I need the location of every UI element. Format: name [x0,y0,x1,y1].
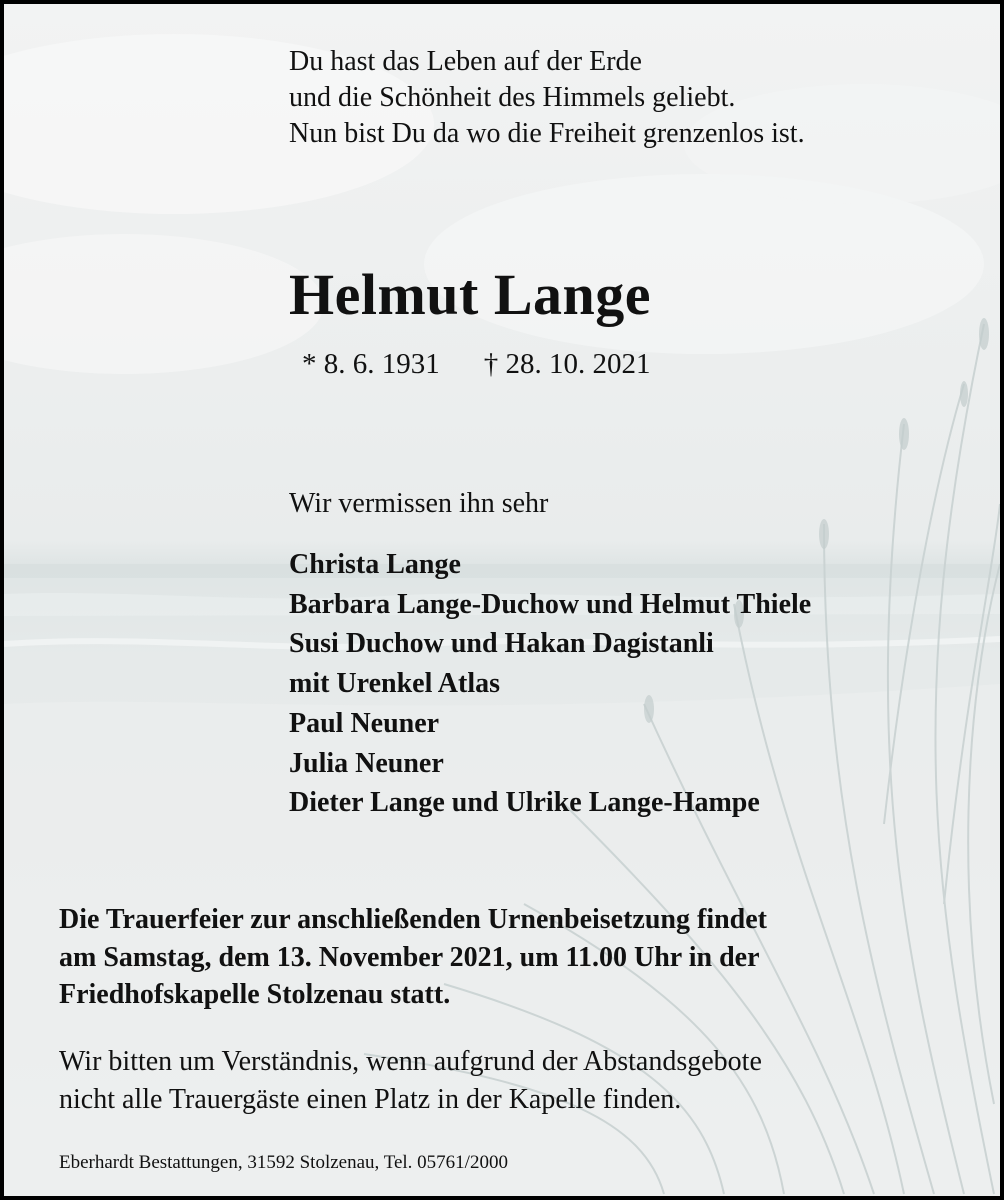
mourners-list [289,545,811,823]
request-line: nicht alle Trauergäste einen Platz in der Kapelle finden. [59,1083,682,1115]
mourner-name: Dieter Lange und Ulrike Lange-Hampe [289,787,760,819]
death-date: † 28. 10. 2021 [483,348,651,380]
life-dates [302,346,651,382]
undertaker-info: Eberhardt Bestattungen, 31592 Stolzenau, Tel. 05761/2000 [59,1152,508,1173]
memorial-poem [289,44,805,152]
request-line: Wir bitten um Verständnis, wenn aufgrund der Abstandsgebote [59,1046,762,1077]
funeral-announcement [59,901,767,1014]
funeral-line: am Samstag, dem 13. November 2021, um 11.00 Uhr in der [59,941,760,973]
funeral-line: Friedhofskapelle Stolzenau statt. [59,979,451,1010]
understanding-request [59,1043,762,1118]
funeral-line: Die Trauerfeier zur anschließenden Urnenbeisetzung findet [59,904,767,935]
mourner-name: Christa Lange [289,549,461,580]
mourner-name: Julia Neuner [289,747,444,779]
deceased-name: Helmut Lange [289,262,652,327]
birth-date: * 8. 6. 1931 [302,348,440,380]
mourner-name: mit Urenkel Atlas [289,668,501,700]
poem-line: Nun bist Du da wo die Freiheit grenzenlos ist. [289,118,805,149]
poem-line: Du hast das Leben auf der Erde [289,46,642,77]
mourners-intro: Wir vermissen ihn sehr [289,488,549,519]
mourner-name: Barbara Lange-Duchow und Helmut Thiele [289,588,812,620]
mourner-name: Paul Neuner [289,707,440,739]
poem-line: und die Schönheit des Himmels geliebt. [289,82,736,113]
mourner-name: Susi Duchow und Hakan Dagistanli [289,628,714,660]
